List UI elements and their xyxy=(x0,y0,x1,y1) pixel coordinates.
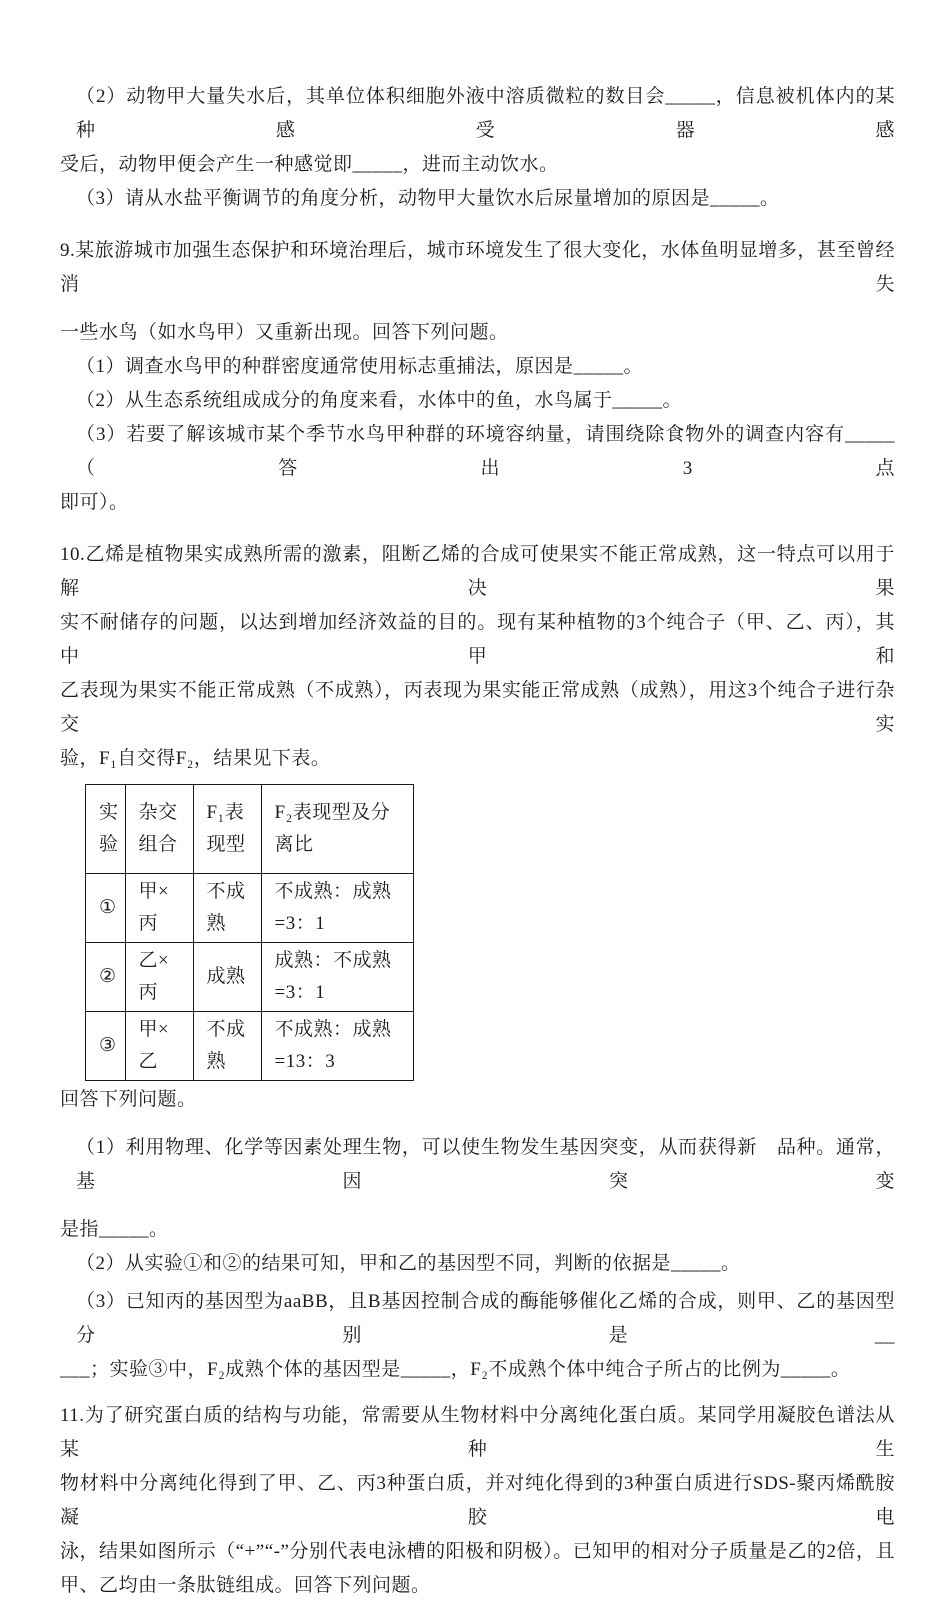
header-cell-f2-phenotype-ratio: F₂表现型及分离比 xyxy=(261,785,413,874)
q10-intro-line3: 乙表现为果实不能正常成熟（不成熟），丙表现为果实能正常成熟（成熟），用这3个纯合子进行杂交实 xyxy=(60,680,895,735)
q8-part2-line2: 受后，动物甲便会产生一种感觉即_____，进而主动饮水。 xyxy=(60,154,559,175)
table-cell: 甲×丙 xyxy=(125,874,193,943)
question-11-block xyxy=(60,1399,895,1603)
q11-intro-line2: 物材料中分离纯化得到了甲、乙、丙3种蛋白质，并对纯化得到的3种蛋白质进行SDS-聚丙烯酰胺凝胶电 xyxy=(60,1473,895,1528)
table-cell: 不成熟 xyxy=(193,1012,261,1081)
table-cell: 不成熟 xyxy=(193,874,261,943)
q11-intro-line4: 甲、乙均由一条肽链组成。回答下列问题。 xyxy=(60,1575,431,1596)
q10-intro-line2: 实不耐储存的问题，以达到增加经济效益的目的。现有某种植物的3个纯合子（甲、乙、丙），其中甲和 xyxy=(60,612,895,667)
header-cell-f1-phenotype: F₁表现型 xyxy=(193,785,261,874)
table-cell: 不成熟：成熟=13：3 xyxy=(261,1012,413,1081)
table-cell: 甲×乙 xyxy=(125,1012,193,1081)
q9-part3-line2: 即可）。 xyxy=(60,492,129,513)
header-cell-experiment: 实验 xyxy=(86,785,126,874)
q10-answer-prompt: 回答下列问题。 xyxy=(60,1089,197,1110)
q10-intro-line4: 验，F₁自交得F₂，结果见下表。 xyxy=(60,748,331,769)
question-10-block xyxy=(60,538,895,1117)
question-10-subquestions xyxy=(60,1131,895,1387)
question-8-block xyxy=(60,80,895,216)
table-cell: 成熟 xyxy=(193,943,261,1012)
table-cell: ② xyxy=(86,943,126,1012)
table-cell: 不成熟：成熟=3：1 xyxy=(261,874,413,943)
q10-part2-line: （2）从实验①和②的结果可知，甲和乙的基因型不同，判断的依据是_____。 xyxy=(76,1253,741,1274)
q9-part2-line: （2）从生态系统组成成分的角度来看，水体中的鱼，水鸟属于_____。 xyxy=(76,390,683,411)
table-cell: 成熟：不成熟=3：1 xyxy=(261,943,413,1012)
q8-part2-line1: （2）动物甲大量失水后，其单位体积细胞外液中溶质微粒的数目会_____，信息被机体内的某种感受器感 xyxy=(76,86,895,141)
q9-intro-line1: 9.某旅游城市加强生态保护和环境治理后，城市环境发生了很大变化，水体鱼明显增多，甚至曾经消失 xyxy=(60,240,895,295)
table-header-row xyxy=(86,785,414,874)
table-cell: ③ xyxy=(86,1012,126,1081)
question-9-block xyxy=(60,234,895,520)
q9-part3-line1: （3）若要了解该城市某个季节水鸟甲种群的环境容纳量，请围绕除食物外的调查内容有_____（答出3点 xyxy=(76,424,895,479)
q10-part1-line2: 是指_____。 xyxy=(60,1219,169,1240)
q9-part1-line: （1）调查水鸟甲的种群密度通常使用标志重捕法，原因是_____。 xyxy=(76,356,644,377)
q10-part3-line1: （3）已知丙的基因型为aaBB，且B基因控制合成的酶能够催化乙烯的合成，则甲、乙的基因型分别是__ xyxy=(76,1291,895,1346)
header-cell-cross-combo: 杂交组合 xyxy=(125,785,193,874)
q10-part1-line1: （1）利用物理、化学等因素处理生物，可以使生物发生基因突变，从而获得新 品种。通常，基因突变 xyxy=(76,1137,895,1192)
table-row xyxy=(86,943,414,1012)
table-row xyxy=(86,1012,414,1081)
q11-intro-line1: 11.为了研究蛋白质的结构与功能，常需要从生物材料中分离纯化蛋白质。某同学用凝胶色谱法从某种生 xyxy=(60,1405,895,1460)
table-cell: 乙×丙 xyxy=(125,943,193,1012)
q10-intro-line1: 10.乙烯是植物果实成熟所需的激素，阻断乙烯的合成可使果实不能正常成熟，这一特点可以用于解决果 xyxy=(60,544,895,599)
q9-intro-line2: 一些水鸟（如水鸟甲）又重新出现。回答下列问题。 xyxy=(60,322,509,343)
q11-intro-line3: 泳，结果如图所示（“+”“-”分别代表电泳槽的阳极和阴极）。已知甲的相对分子质量是乙的2倍，且 xyxy=(60,1541,895,1562)
table-cell: ① xyxy=(86,874,126,943)
table-row xyxy=(86,874,414,943)
q8-part3-line: （3）请从水盐平衡调节的角度分析，动物甲大量饮水后尿量增加的原因是_____。 xyxy=(76,188,780,209)
cross-experiment-table xyxy=(85,784,414,1081)
q10-part3-line2: ___；实验③中，F₂成熟个体的基因型是_____，F₂不成熟个体中纯合子所占的比例为_____。 xyxy=(60,1359,851,1380)
